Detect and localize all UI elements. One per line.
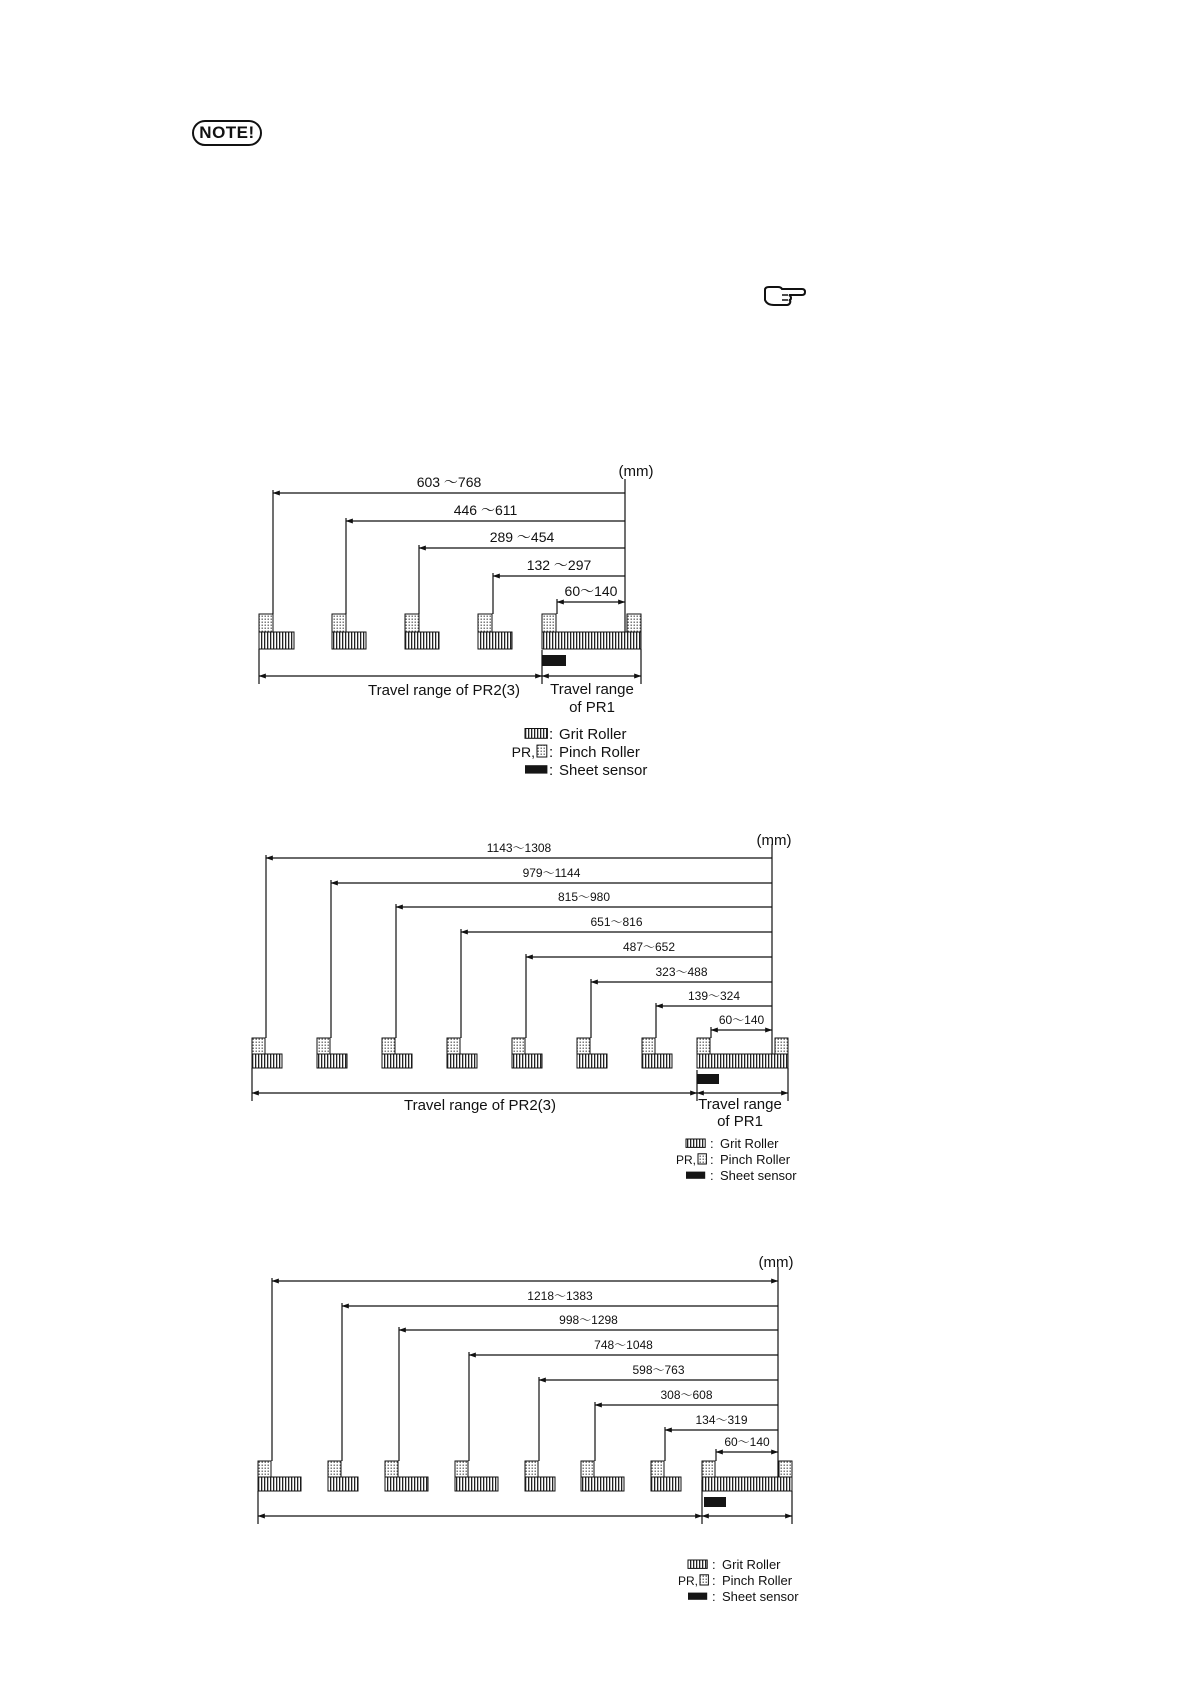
pinch-roller [627, 614, 641, 632]
diagram-1 [259, 463, 653, 779]
legend-sensor-label: Sheet sensor [559, 762, 648, 779]
pinch-roller [775, 1038, 788, 1054]
travel-range-pr1-label: Travel range [698, 1096, 782, 1113]
dimension-label: 289 ～454 [489, 529, 555, 545]
pinch-roller [447, 1038, 460, 1054]
grit-roller [688, 1560, 707, 1568]
dimension-label: 446 ～611 [453, 502, 518, 518]
note-label: NOTE [199, 123, 249, 142]
grit-roller [252, 1054, 282, 1068]
grit-roller [332, 632, 366, 649]
grit-roller [328, 1477, 358, 1491]
pinch-roller [577, 1038, 590, 1054]
dimension-label: 651～816 [590, 915, 643, 929]
legend-colon: : [710, 1152, 714, 1167]
grit-roller [642, 1054, 672, 1068]
grit-roller [455, 1477, 498, 1491]
dimension-label: 603 ～768 [416, 474, 482, 490]
pinch-roller [382, 1038, 395, 1054]
pinch-roller [455, 1461, 468, 1477]
grit-roller [478, 632, 512, 649]
dimension-label: 308～608 [660, 1388, 713, 1402]
sheet-sensor [704, 1497, 726, 1507]
legend-colon: : [549, 744, 554, 761]
unit-label: (mm) [618, 463, 654, 480]
travel-range-pr1-label: of PR1 [569, 699, 615, 716]
pinch-roller [258, 1461, 271, 1477]
pinch-roller [779, 1461, 792, 1477]
sheet-sensor [697, 1074, 719, 1084]
grit-roller [581, 1477, 624, 1491]
legend-colon: : [710, 1136, 714, 1151]
legend-pr-prefix: PR, [675, 1153, 696, 1167]
legend-sensor-label: Sheet sensor [722, 1589, 799, 1604]
dimension-label: 134～319 [695, 1413, 748, 1427]
dimension-label: 139～324 [687, 989, 741, 1003]
legend-pinch-label: Pinch Roller [722, 1573, 793, 1588]
grit-roller [525, 1477, 555, 1491]
dimension-label: 748～1048 [594, 1338, 653, 1352]
travel-range-pr1-label: of PR1 [717, 1113, 763, 1130]
legend-pr-prefix: PR, [511, 744, 535, 760]
dimension-label: 979～1144 [522, 866, 581, 880]
legend-colon: : [712, 1557, 716, 1572]
grit-roller [577, 1054, 607, 1068]
pinch-roller [651, 1461, 664, 1477]
unit-label: (mm) [756, 832, 792, 849]
sheet-sensor [686, 1172, 705, 1179]
sheet-sensor [688, 1593, 707, 1600]
grit-roller [512, 1054, 542, 1068]
legend-colon: : [549, 762, 554, 779]
pinch-roller [581, 1461, 594, 1477]
grit-roller [702, 1477, 792, 1491]
pinch-roller [642, 1038, 655, 1054]
legend-colon: : [710, 1168, 714, 1183]
pinch-roller [332, 614, 346, 632]
travel-range-pr23-label: Travel range of PR2(3) [367, 682, 521, 699]
pinch-roller [537, 745, 547, 757]
pinch-roller [317, 1038, 330, 1054]
grit-roller [259, 632, 294, 649]
legend-colon: : [712, 1573, 716, 1588]
legend-sensor-label: Sheet sensor [720, 1168, 797, 1183]
dimension-label: 598～763 [632, 1363, 685, 1377]
legend-pinch-label: Pinch Roller [720, 1152, 791, 1167]
grit-roller [382, 1054, 412, 1068]
dimension-label: 132 ～297 [526, 557, 592, 573]
pinch-roller [542, 614, 556, 632]
grit-roller [385, 1477, 428, 1491]
unit-label: (mm) [758, 1254, 794, 1271]
diagram-3 [258, 1254, 799, 1604]
legend-pr-prefix: PR, [677, 1574, 698, 1588]
legend-grit-label: Grit Roller [559, 726, 627, 743]
grit-roller [651, 1477, 681, 1491]
legend [676, 1136, 797, 1183]
travel-range-pr1-label: Travel range [550, 681, 634, 698]
dimension-label: 1143～1308 [486, 841, 552, 855]
pinch-roller [702, 1461, 715, 1477]
pinch-roller [252, 1038, 265, 1054]
grit-roller [697, 1054, 788, 1068]
sheet-sensor [525, 765, 547, 773]
legend-grit-label: Grit Roller [722, 1557, 781, 1572]
pinch-roller [697, 1038, 710, 1054]
pinch-roller [259, 614, 273, 632]
dimension-label: 60～140 [564, 583, 618, 599]
pinch-roller [328, 1461, 341, 1477]
diagram-2 [252, 832, 797, 1183]
pinch-roller [700, 1575, 708, 1585]
legend-colon: : [712, 1589, 716, 1604]
grit-roller [447, 1054, 477, 1068]
grit-roller [317, 1054, 347, 1068]
dimension-label: 323～488 [655, 965, 708, 979]
legend-grit-label: Grit Roller [720, 1136, 779, 1151]
grit-roller [525, 729, 547, 739]
travel-range-pr23-label: Travel range of PR2(3) [403, 1097, 557, 1114]
dimension-label: 815～980 [557, 890, 611, 904]
dimension-label: 487～652 [622, 940, 676, 954]
grit-roller [686, 1139, 705, 1147]
note-mark: ! [248, 123, 255, 142]
dimension-label: 998～1298 [559, 1313, 618, 1327]
pinch-roller [478, 614, 492, 632]
pinch-roller [698, 1154, 706, 1164]
pinch-roller [512, 1038, 525, 1054]
legend-pinch-label: Pinch Roller [559, 744, 640, 761]
dimension-label: 1218～1383 [527, 1289, 593, 1303]
grit-roller [258, 1477, 301, 1491]
grit-roller [405, 632, 439, 649]
pinch-roller [385, 1461, 398, 1477]
grit-roller [542, 632, 641, 649]
legend [678, 1557, 799, 1604]
dimension-label: 60～140 [718, 1013, 765, 1027]
sheet-sensor [542, 655, 566, 666]
legend [512, 726, 648, 779]
dimension-label: 60～140 [724, 1435, 770, 1449]
legend-colon: : [549, 726, 554, 743]
pinch-roller [525, 1461, 538, 1477]
pinch-roller [405, 614, 419, 632]
